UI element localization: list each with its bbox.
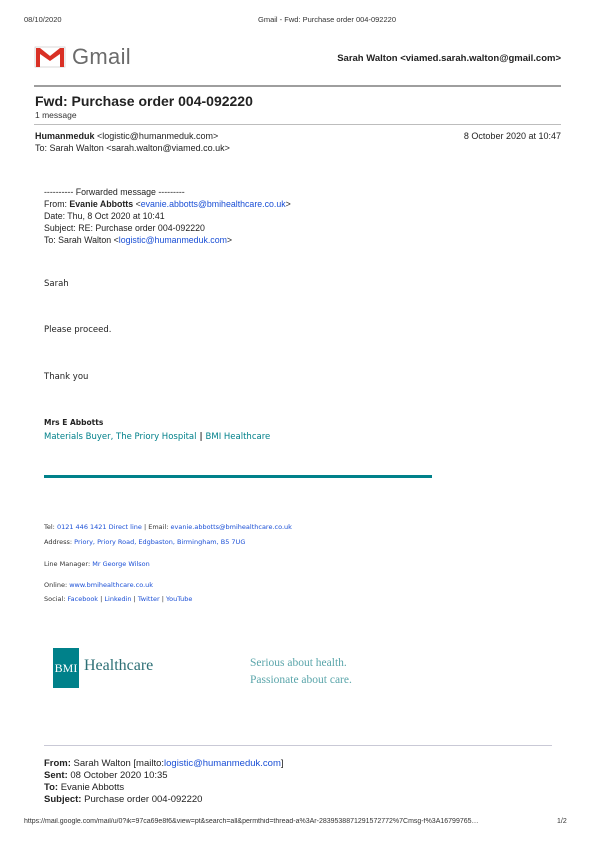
original-divider bbox=[44, 745, 552, 746]
youtube-link[interactable]: YouTube bbox=[166, 595, 193, 603]
print-url: https://mail.google.com/mail/u/0?ik=97ca69e8f6&view=pt&search=all&permthid=thread-a%3Ar-2839538871291572772%7Cmsg-f%3A16799765… bbox=[24, 818, 479, 825]
forward-from-email-link[interactable]: evanie.abbotts@bmihealthcare.co.uk bbox=[140, 199, 286, 209]
original-sent-value: 08 October 2020 10:35 bbox=[67, 770, 168, 781]
message-count: 1 message bbox=[35, 110, 77, 120]
linkedin-link[interactable]: Linkedin bbox=[104, 595, 132, 603]
signature-company: BMI Healthcare bbox=[205, 432, 271, 442]
bmi-logo-word: Healthcare bbox=[84, 657, 154, 674]
original-to-value: Evanie Abbotts bbox=[58, 782, 125, 793]
message-from bbox=[35, 131, 218, 141]
tel-label: Tel: bbox=[44, 523, 57, 531]
header-divider bbox=[34, 85, 561, 87]
website-link[interactable]: www.bmihealthcare.co.uk bbox=[69, 581, 154, 589]
forward-from-label: From: bbox=[44, 199, 70, 209]
gmail-logo[interactable] bbox=[34, 44, 131, 70]
gmail-envelope-icon bbox=[34, 45, 66, 69]
address-link[interactable]: Priory, Priory Road, Edgbaston, Birmingham, B5 7UG bbox=[74, 538, 246, 546]
body-closing: Thank you bbox=[44, 372, 89, 382]
body-line: Please proceed. bbox=[44, 325, 112, 335]
manager-link[interactable]: Mr George Wilson bbox=[92, 560, 150, 568]
signature-tel bbox=[44, 523, 292, 531]
original-from-email-link[interactable]: logistic@humanmeduk.com bbox=[164, 758, 281, 769]
original-to-label: To: bbox=[44, 782, 59, 793]
gmail-logo-text: Gmail bbox=[72, 44, 131, 69]
slogan-line-2: Passionate about care. bbox=[250, 674, 352, 686]
forward-date: Date: Thu, 8 Oct 2020 at 10:41 bbox=[44, 211, 165, 221]
signature-name: Mrs E Abbotts bbox=[44, 418, 104, 427]
online-label: Online: bbox=[44, 581, 70, 589]
signature-divider bbox=[44, 475, 432, 478]
body-greeting: Sarah bbox=[44, 279, 69, 289]
forward-from-open: < bbox=[133, 199, 141, 209]
sender-email: <logistic@humanmeduk.com> bbox=[97, 131, 219, 141]
forward-subject: Subject: RE: Purchase order 004-092220 bbox=[44, 223, 205, 233]
signature-address bbox=[44, 538, 245, 546]
original-subject bbox=[44, 794, 202, 805]
original-to bbox=[44, 782, 124, 793]
twitter-link[interactable]: Twitter bbox=[137, 595, 160, 603]
forward-to-prefix: To: Sarah Walton < bbox=[44, 235, 119, 245]
slogan-line-1: Serious about health. bbox=[250, 657, 347, 669]
forward-from-name: Evanie Abbotts bbox=[69, 199, 134, 209]
social-sep: | bbox=[131, 595, 138, 603]
account-name: Sarah Walton <viamed.sarah.walton@gmail.com> bbox=[337, 53, 561, 64]
print-page-number: 1/2 bbox=[557, 818, 567, 825]
print-title: Gmail - Fwd: Purchase order 004-092220 bbox=[258, 15, 396, 24]
social-sep: | bbox=[159, 595, 166, 603]
forward-to-suffix: > bbox=[226, 235, 233, 245]
bmi-logo-text: BMI bbox=[54, 660, 78, 675]
print-date: 08/10/2020 bbox=[24, 15, 62, 24]
forward-from-close: > bbox=[285, 199, 291, 209]
thread-subject: Fwd: Purchase order 004-092220 bbox=[35, 93, 253, 109]
email-link[interactable]: evanie.abbotts@bmihealthcare.co.uk bbox=[170, 523, 292, 531]
facebook-link[interactable]: Facebook bbox=[67, 595, 99, 603]
signature-online bbox=[44, 581, 153, 589]
original-sent bbox=[44, 770, 168, 781]
manager-label: Line Manager: bbox=[44, 560, 93, 568]
email-label: | Email: bbox=[141, 523, 171, 531]
social-label: Social: bbox=[44, 595, 68, 603]
message-date: 8 October 2020 at 10:47 bbox=[463, 131, 561, 141]
signature-manager bbox=[44, 560, 150, 568]
original-from-label: From: bbox=[44, 758, 71, 769]
original-subject-value: Purchase order 004-092220 bbox=[81, 794, 203, 805]
message-to: To: Sarah Walton <sarah.walton@viamed.co.uk> bbox=[35, 143, 230, 153]
address-label: Address: bbox=[44, 538, 75, 546]
social-sep: | bbox=[98, 595, 105, 603]
signature-role bbox=[44, 432, 270, 442]
forward-separator: ---------- Forwarded message --------- bbox=[44, 187, 185, 197]
signature-social bbox=[44, 595, 192, 603]
original-from-value: Sarah Walton [mailto: bbox=[70, 758, 165, 769]
original-from bbox=[44, 758, 284, 769]
forward-to bbox=[44, 235, 232, 245]
subject-divider bbox=[34, 124, 561, 125]
original-sent-label: Sent: bbox=[44, 770, 68, 781]
bmi-logo-icon bbox=[53, 648, 79, 688]
signature-role-text: Materials Buyer, The Priory Hospital bbox=[44, 432, 197, 442]
forward-from bbox=[44, 199, 291, 209]
tel-link[interactable]: 0121 446 1421 Direct line bbox=[56, 523, 142, 531]
original-subject-label: Subject: bbox=[44, 794, 82, 805]
original-from-close: ] bbox=[280, 758, 284, 769]
signature-role-sep: | bbox=[196, 432, 206, 442]
sender-name: Humanmeduk bbox=[35, 131, 95, 141]
forward-to-email-link[interactable]: logistic@humanmeduk.com bbox=[118, 235, 227, 245]
